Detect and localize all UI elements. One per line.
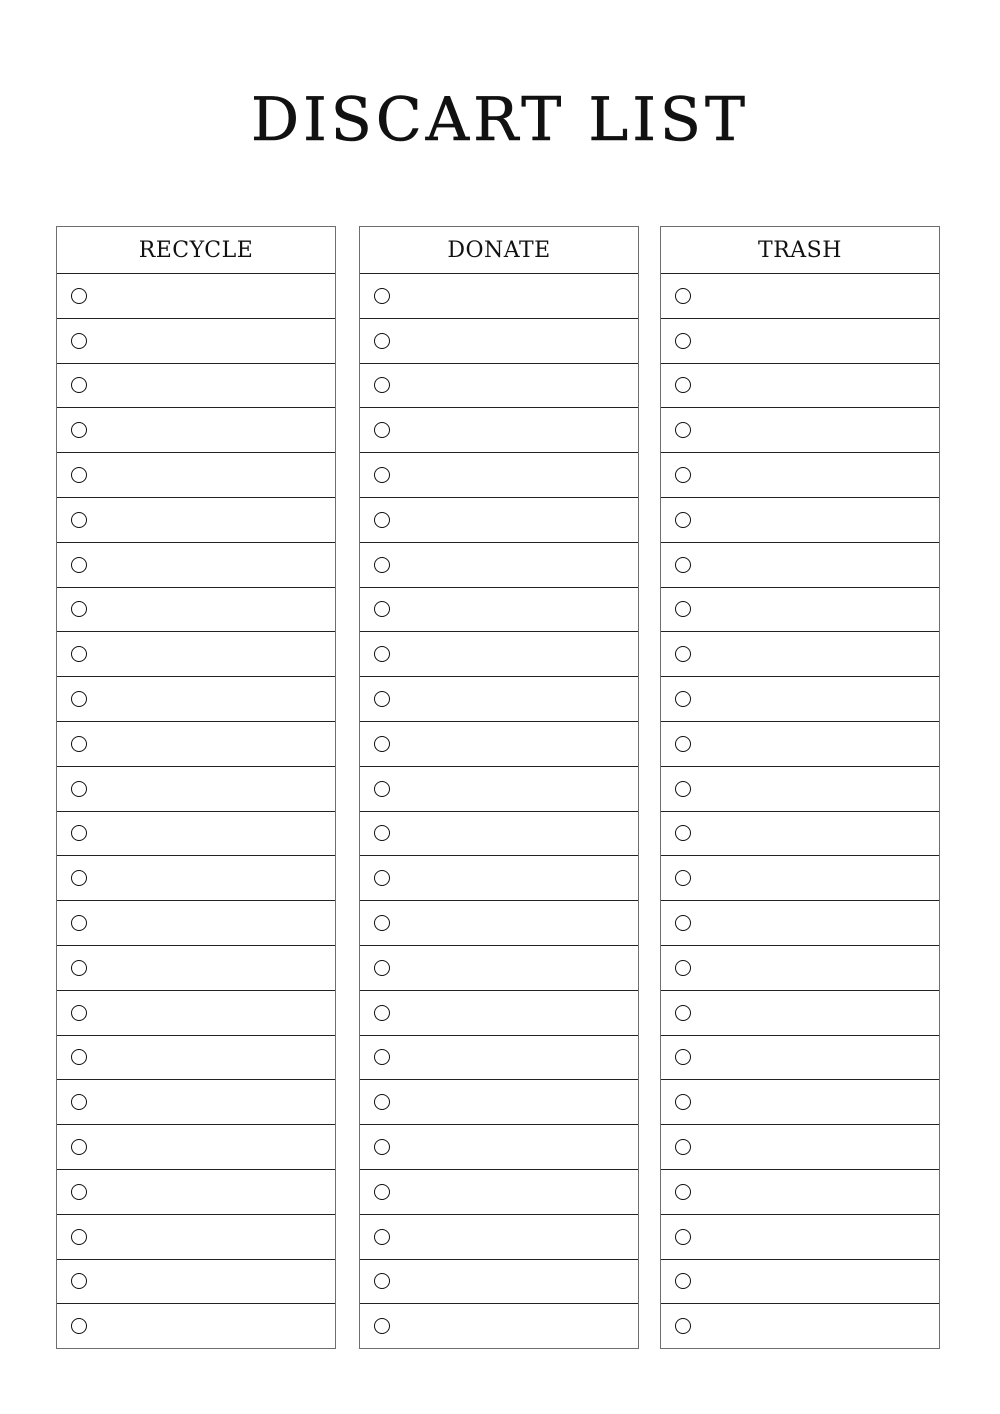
circle-checkbox-icon[interactable] [374,646,390,662]
list-item[interactable] [661,677,939,722]
list-item[interactable] [661,319,939,364]
list-item[interactable] [661,722,939,767]
list-item[interactable] [360,274,638,319]
list-item[interactable] [661,991,939,1036]
circle-checkbox-icon[interactable] [71,377,87,393]
circle-checkbox-icon[interactable] [374,825,390,841]
circle-checkbox-icon[interactable] [675,691,691,707]
circle-checkbox-icon[interactable] [675,1229,691,1245]
circle-checkbox-icon[interactable] [71,870,87,886]
list-item[interactable] [57,1304,335,1348]
circle-checkbox-icon[interactable] [71,646,87,662]
list-item[interactable] [360,632,638,677]
list-item[interactable] [57,498,335,543]
list-item[interactable] [57,677,335,722]
circle-checkbox-icon[interactable] [675,557,691,573]
list-item[interactable] [360,1260,638,1305]
circle-checkbox-icon[interactable] [71,960,87,976]
page-title: DISCART LIST [250,85,750,155]
column-recycle [56,226,336,1349]
list-item[interactable] [57,901,335,946]
column-rows-trash [661,274,939,1348]
circle-checkbox-icon[interactable] [675,1318,691,1334]
circle-checkbox-icon[interactable] [675,646,691,662]
list-item[interactable] [360,588,638,633]
circle-checkbox-icon[interactable] [374,422,390,438]
circle-checkbox-icon[interactable] [675,781,691,797]
circle-checkbox-icon[interactable] [675,512,691,528]
list-item[interactable] [360,1125,638,1170]
circle-checkbox-icon[interactable] [71,1049,87,1065]
column-donate [359,226,639,1349]
list-item[interactable] [57,812,335,857]
list-item[interactable] [661,1170,939,1215]
circle-checkbox-icon[interactable] [71,691,87,707]
list-item[interactable] [360,498,638,543]
circle-checkbox-icon[interactable] [374,377,390,393]
list-item[interactable] [661,946,939,991]
circle-checkbox-icon[interactable] [71,915,87,931]
list-item[interactable] [360,856,638,901]
circle-checkbox-icon[interactable] [71,467,87,483]
list-item[interactable] [360,677,638,722]
list-item[interactable] [360,946,638,991]
circle-checkbox-icon[interactable] [374,1049,390,1065]
list-item[interactable] [661,543,939,588]
list-item[interactable] [360,364,638,409]
list-item[interactable] [360,1080,638,1125]
circle-checkbox-icon[interactable] [374,736,390,752]
circle-checkbox-icon[interactable] [675,1184,691,1200]
circle-checkbox-icon[interactable] [675,333,691,349]
list-item[interactable] [57,364,335,409]
circle-checkbox-icon[interactable] [374,1139,390,1155]
circle-checkbox-icon[interactable] [374,601,390,617]
circle-checkbox-icon[interactable] [675,377,691,393]
circle-checkbox-icon[interactable] [71,601,87,617]
list-item[interactable] [661,1080,939,1125]
list-item[interactable] [57,1080,335,1125]
circle-checkbox-icon[interactable] [374,1005,390,1021]
circle-checkbox-icon[interactable] [675,288,691,304]
circle-checkbox-icon[interactable] [374,333,390,349]
circle-checkbox-icon[interactable] [71,333,87,349]
circle-checkbox-icon[interactable] [675,601,691,617]
list-item[interactable] [57,1170,335,1215]
circle-checkbox-icon[interactable] [374,467,390,483]
circle-checkbox-icon[interactable] [71,736,87,752]
list-item[interactable] [360,1304,638,1348]
column-header-recycle: RECYCLE [57,227,335,274]
list-item[interactable] [360,767,638,812]
list-item[interactable] [360,319,638,364]
list-item[interactable] [57,946,335,991]
list-item[interactable] [661,498,939,543]
circle-checkbox-icon[interactable] [374,512,390,528]
circle-checkbox-icon[interactable] [71,1273,87,1289]
circle-checkbox-icon[interactable] [374,1184,390,1200]
circle-checkbox-icon[interactable] [675,1049,691,1065]
list-item[interactable] [661,364,939,409]
circle-checkbox-icon[interactable] [374,915,390,931]
list-item[interactable] [57,588,335,633]
list-item[interactable] [57,1036,335,1081]
list-item[interactable] [360,543,638,588]
circle-checkbox-icon[interactable] [374,870,390,886]
list-item[interactable] [360,991,638,1036]
circle-checkbox-icon[interactable] [374,960,390,976]
circle-checkbox-icon[interactable] [675,422,691,438]
list-item[interactable] [57,1260,335,1305]
list-item[interactable] [661,274,939,319]
circle-checkbox-icon[interactable] [71,1318,87,1334]
list-item[interactable] [57,991,335,1036]
list-item[interactable] [57,453,335,498]
list-item[interactable] [661,856,939,901]
circle-checkbox-icon[interactable] [374,1273,390,1289]
list-item[interactable] [661,408,939,453]
list-item[interactable] [57,856,335,901]
circle-checkbox-icon[interactable] [71,288,87,304]
circle-checkbox-icon[interactable] [374,288,390,304]
list-item[interactable] [661,812,939,857]
list-item[interactable] [57,767,335,812]
circle-checkbox-icon[interactable] [374,1229,390,1245]
circle-checkbox-icon[interactable] [71,512,87,528]
list-item[interactable] [360,1170,638,1215]
circle-checkbox-icon[interactable] [71,781,87,797]
list-item[interactable] [360,812,638,857]
list-item[interactable] [360,901,638,946]
circle-checkbox-icon[interactable] [675,1005,691,1021]
circle-checkbox-icon[interactable] [675,1094,691,1110]
column-header-donate: DONATE [360,227,638,274]
list-item[interactable] [661,588,939,633]
circle-checkbox-icon[interactable] [374,557,390,573]
list-item[interactable] [360,1215,638,1260]
circle-checkbox-icon[interactable] [675,825,691,841]
circle-checkbox-icon[interactable] [675,915,691,931]
list-item[interactable] [57,319,335,364]
circle-checkbox-icon[interactable] [675,960,691,976]
list-item[interactable] [661,632,939,677]
list-item[interactable] [661,1304,939,1348]
circle-checkbox-icon[interactable] [675,1139,691,1155]
list-item[interactable] [57,632,335,677]
list-item[interactable] [661,901,939,946]
circle-checkbox-icon[interactable] [71,1005,87,1021]
list-item[interactable] [360,408,638,453]
list-item[interactable] [360,1036,638,1081]
list-item[interactable] [360,722,638,767]
list-item[interactable] [57,274,335,319]
circle-checkbox-icon[interactable] [71,557,87,573]
list-item[interactable] [57,408,335,453]
column-trash [660,226,940,1349]
circle-checkbox-icon[interactable] [675,736,691,752]
list-item[interactable] [57,1215,335,1260]
list-item[interactable] [57,722,335,767]
list-item[interactable] [661,1125,939,1170]
column-rows-donate [360,274,638,1348]
circle-checkbox-icon[interactable] [374,691,390,707]
circle-checkbox-icon[interactable] [71,1184,87,1200]
circle-checkbox-icon[interactable] [71,1229,87,1245]
circle-checkbox-icon[interactable] [675,870,691,886]
list-item[interactable] [360,453,638,498]
circle-checkbox-icon[interactable] [71,422,87,438]
list-item[interactable] [661,1036,939,1081]
list-item[interactable] [661,1260,939,1305]
circle-checkbox-icon[interactable] [675,467,691,483]
circle-checkbox-icon[interactable] [374,1318,390,1334]
column-header-trash: TRASH [661,227,939,274]
discard-columns [56,226,942,1350]
list-item[interactable] [661,453,939,498]
circle-checkbox-icon[interactable] [374,1094,390,1110]
circle-checkbox-icon[interactable] [675,1273,691,1289]
list-item[interactable] [661,1215,939,1260]
circle-checkbox-icon[interactable] [71,1094,87,1110]
column-rows-recycle [57,274,335,1348]
list-item[interactable] [661,767,939,812]
circle-checkbox-icon[interactable] [374,781,390,797]
list-item[interactable] [57,543,335,588]
circle-checkbox-icon[interactable] [71,825,87,841]
list-item[interactable] [57,1125,335,1170]
circle-checkbox-icon[interactable] [71,1139,87,1155]
